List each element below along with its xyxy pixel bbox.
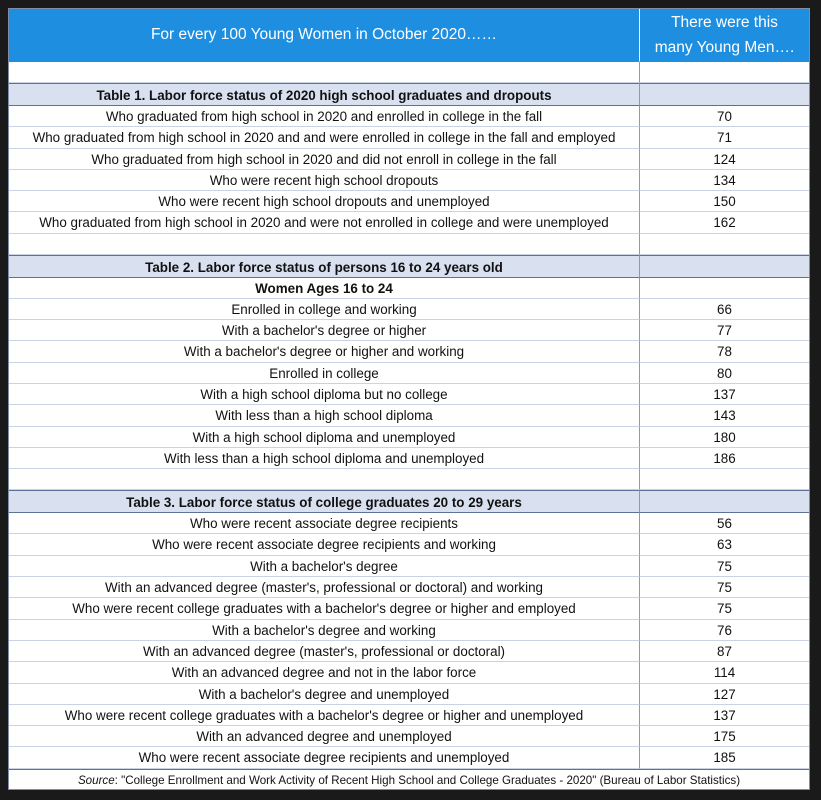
table-row-label: Who were recent associate degree recipients — [9, 513, 640, 534]
table-row-label: With a bachelor's degree or higher — [9, 320, 640, 341]
header-men-line2: many Young Men…. — [654, 39, 795, 56]
table2-title: Table 2. Labor force status of persons 16 to 24 years old — [9, 255, 640, 278]
table-row-label: With an advanced degree (master's, professional or doctoral) — [9, 641, 640, 662]
header-men-line1: There were this — [671, 14, 778, 31]
table2-subheader-value — [640, 278, 809, 299]
spacer-row — [640, 469, 809, 490]
table3-title: Table 3. Labor force status of college graduates 20 to 29 years — [9, 490, 640, 513]
table-row-label: With a bachelor's degree or higher and working — [9, 341, 640, 362]
table-row-label: Who graduated from high school in 2020 and did not enroll in college in the fall — [9, 149, 640, 170]
table-row-label: Who graduated from high school in 2020 and and were enrolled in college in the fall and employed — [9, 127, 640, 148]
spacer-row — [9, 234, 640, 255]
table-row-label: Who were recent college graduates with a bachelor's degree or higher and employed — [9, 598, 640, 619]
table-row-value: 71 — [640, 127, 809, 148]
table-row-value: 180 — [640, 427, 809, 448]
table-row-value: 75 — [640, 556, 809, 577]
table-row-value: 77 — [640, 320, 809, 341]
table-row-label: Who were recent associate degree recipients and working — [9, 534, 640, 555]
source-note — [9, 769, 809, 791]
table2-subheader: Women Ages 16 to 24 — [9, 278, 640, 299]
table-row-label: With an advanced degree (master's, professional or doctoral) and working — [9, 577, 640, 598]
table-row-value: 137 — [640, 384, 809, 405]
table-row-value: 127 — [640, 684, 809, 705]
table-row-value: 134 — [640, 170, 809, 191]
spacer-row — [9, 62, 640, 83]
table-row-value: 150 — [640, 191, 809, 212]
table-row-label: With a bachelor's degree and unemployed — [9, 684, 640, 705]
table1-title: Table 1. Labor force status of 2020 high school graduates and dropouts — [9, 83, 640, 106]
table-row-label: With less than a high school diploma — [9, 405, 640, 426]
source-label: Source — [77, 773, 115, 787]
table-row-label: Who were recent high school dropouts and unemployed — [9, 191, 640, 212]
table-row-label: With a bachelor's degree and working — [9, 620, 640, 641]
table-row-value: 63 — [640, 534, 809, 555]
table-row-label: Who were recent college graduates with a bachelor's degree or higher and unemployed — [9, 705, 640, 726]
table1-title-value — [640, 83, 809, 106]
table-row-value: 70 — [640, 106, 809, 127]
table-row-label: With a bachelor's degree — [9, 556, 640, 577]
table-row-value: 56 — [640, 513, 809, 534]
table-row-label: With a high school diploma and unemployed — [9, 427, 640, 448]
spacer-row — [9, 469, 640, 490]
spacer-row — [640, 234, 809, 255]
table-row-label: With a high school diploma but no college — [9, 384, 640, 405]
table-row-value: 162 — [640, 212, 809, 233]
table-row-value: 186 — [640, 448, 809, 469]
table-row-value: 175 — [640, 726, 809, 747]
table-row-value: 137 — [640, 705, 809, 726]
table-row-label: Who were recent high school dropouts — [9, 170, 640, 191]
spacer-row — [640, 62, 809, 83]
table-row-value: 66 — [640, 299, 809, 320]
table-row-label: Who were recent associate degree recipients and unemployed — [9, 747, 640, 768]
header-women: For every 100 Young Women in October 2020…… — [9, 9, 640, 62]
table-row-value: 78 — [640, 341, 809, 362]
table-row-value: 75 — [640, 577, 809, 598]
comparison-table — [8, 8, 810, 790]
source-text: : "College Enrollment and Work Activity of Recent High School and College Graduates - 2020" (Bureau of Labor Statistics) — [114, 773, 741, 787]
table-row-label: With less than a high school diploma and unemployed — [9, 448, 640, 469]
table-row-value: 75 — [640, 598, 809, 619]
table-row-label: Who graduated from high school in 2020 and enrolled in college in the fall — [9, 106, 640, 127]
table-row-label: With an advanced degree and not in the labor force — [9, 662, 640, 683]
header-men — [640, 9, 809, 62]
table3-title-value — [640, 490, 809, 513]
table-row-value: 76 — [640, 620, 809, 641]
table-row-value: 143 — [640, 405, 809, 426]
table-row-value: 114 — [640, 662, 809, 683]
table-row-label: Enrolled in college and working — [9, 299, 640, 320]
table-grid — [9, 9, 809, 791]
table-row-value: 87 — [640, 641, 809, 662]
table-row-value: 124 — [640, 149, 809, 170]
table-row-label: Who graduated from high school in 2020 and were not enrolled in college and were unemployed — [9, 212, 640, 233]
table-row-label: Enrolled in college — [9, 363, 640, 384]
table-row-value: 80 — [640, 363, 809, 384]
table2-title-value — [640, 255, 809, 278]
table-row-value: 185 — [640, 747, 809, 768]
table-row-label: With an advanced degree and unemployed — [9, 726, 640, 747]
